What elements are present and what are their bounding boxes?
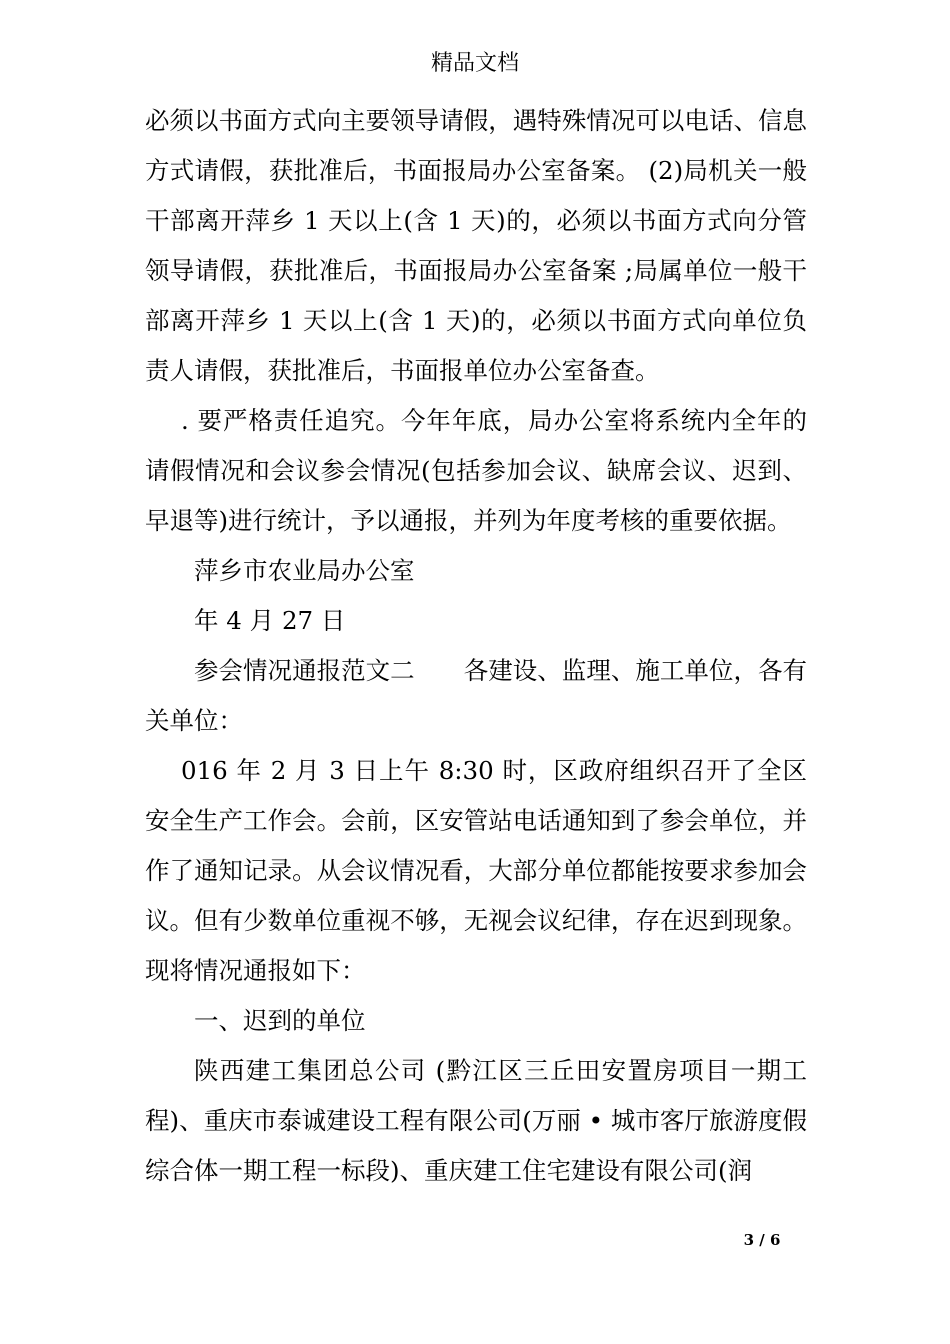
document-body <box>145 96 807 1196</box>
paragraph-sample-two-heading: 参会情况通报范文二 各建设、监理、施工单位，各有关单位： <box>145 656 807 735</box>
paragraph-issuer: 萍乡市农业局办公室 <box>194 556 415 585</box>
paragraph-accountability: . 要严格责任追究。今年年底，局办公室将系统内全年的请假情况和会议参会情况(包括参加会议、缺席会议、迟到、早退等)进行统计，予以通报，并列为年度考核的重要依据。 <box>145 406 807 535</box>
paragraph-leave-rules: 必须以书面方式向主要领导请假，遇特殊情况可以电话、信息方式请假，获批准后，书面报局办公室备案。 (2)局机关一般干部离开萍乡 1 天以上(含 1 天)的，必须以书面方式向分管领导请假，获批准后，书面报局办公室备案 ;局属单位一般干部离开萍乡 1 天以上(含 1 天)的，必须以书面方式向单位负责人请假，获批准后，书面报单位办公室备查。 <box>145 106 807 385</box>
paragraph-late-units-list: 陕西建工集团总公司 (黔江区三丘田安置房项目一期工程)、重庆市泰诚建设工程有限公司(万丽 • 城市客厅旅游度假综合体一期工程一标段)、重庆建工住宅建设有限公司(润 <box>145 1056 807 1185</box>
page-header-title: 精品文档 <box>430 51 519 76</box>
paragraph-date: 年 4 月 27 日 <box>194 606 346 635</box>
paragraph-late-units-heading: 一、迟到的单位 <box>194 1006 366 1035</box>
page-number: 3 / 6 <box>743 1231 781 1249</box>
paragraph-meeting-report: 016 年 2 月 3 日上午 8:30 时，区政府组织召开了全区安全生产工作会。会前，区安管站电话通知到了参会单位，并作了通知记录。从会议情况看，大部分单位都能按要求参加会议。但有少数单位重视不够，无视会议纪律，存在迟到现象。现将情况通报如下： <box>145 756 807 985</box>
